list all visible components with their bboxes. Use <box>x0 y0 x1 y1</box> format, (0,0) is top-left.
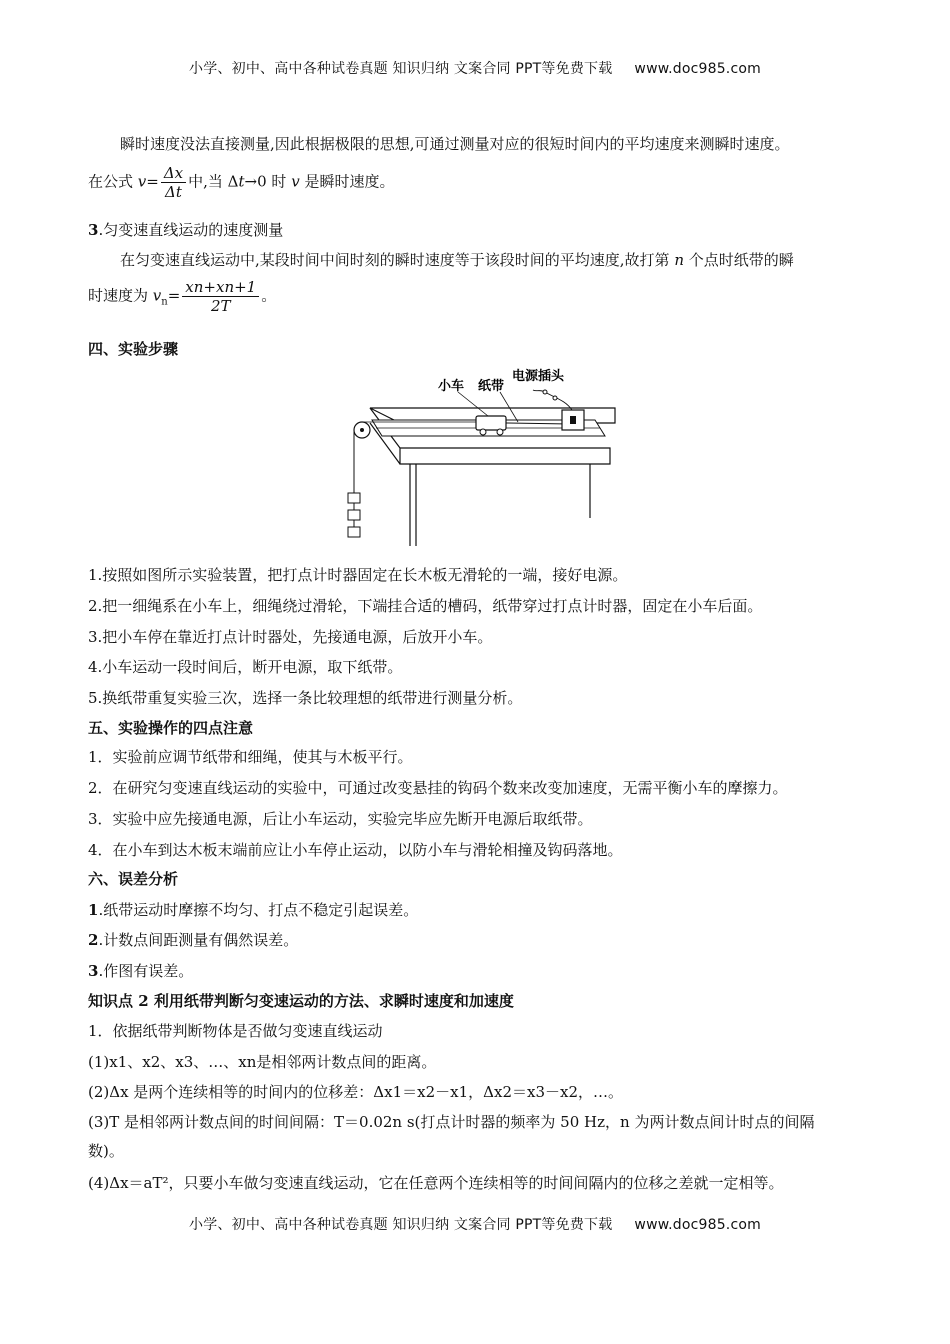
section-3-title <box>88 219 283 240</box>
frac-den: Δt <box>165 183 182 201</box>
sec3-num: 3 <box>88 221 99 239</box>
step-3: 3.把小车停在靠近打点计时器处，先接通电源，后放开小车。 <box>88 628 493 646</box>
frac2-num: xn+xn+1 <box>182 278 259 297</box>
heading-errors: 六、误差分析 <box>88 870 179 888</box>
p2-t: t <box>238 172 245 191</box>
label-plug: 电源插头 <box>512 369 565 384</box>
note-2: 2．在研究匀变速直线运动的实验中，可通过改变悬挂的钩码个数来改变加速度，无需平衡小车的摩擦力。 <box>88 779 788 797</box>
sec3-text: .匀变速直线运动的速度测量 <box>98 221 284 239</box>
page-footer <box>0 1214 950 1234</box>
paragraph-3 <box>120 249 794 270</box>
error-text: .纸带运动时摩擦不均匀、打点不稳定引起误差。 <box>98 901 419 919</box>
p2-post1: 中,当 Δ <box>188 172 239 191</box>
kp2-sub-1: (1)x1、x2、x3、…、xn是相邻两计数点间的距离。 <box>88 1053 437 1071</box>
step-5: 5.换纸带重复实验三次，选择一条比较理想的纸带进行测量分析。 <box>88 689 523 707</box>
p2-v: v <box>137 172 147 191</box>
header-site: www.doc985.com <box>634 61 761 77</box>
frac2-den: 2T <box>210 297 231 315</box>
fraction-velocity <box>182 278 259 315</box>
note-1: 1．实验前应调节纸带和细绳，使其与木板平行。 <box>88 748 413 766</box>
header-text: 小学、初中、高中各种试卷真题 知识归纳 文案合同 PPT等免费下载 <box>189 61 613 77</box>
p2-v2: v <box>291 172 300 191</box>
paragraph-1: 瞬时速度没法直接测量,因此根据极限的思想,可通过测量对应的很短时间内的平均速度来测瞬时速度。 <box>120 135 790 153</box>
footer-text: 小学、初中、高中各种试卷真题 知识归纳 文案合同 PPT等免费下载 <box>189 1217 613 1233</box>
error-text: .作图有误差。 <box>98 962 194 980</box>
page-header <box>0 58 950 78</box>
p4-pre: 时速度为 <box>88 286 153 305</box>
p2-eq: = <box>146 172 159 191</box>
cart <box>476 416 506 430</box>
error-num: 1 <box>88 901 99 919</box>
heading-notes: 五、实验操作的四点注意 <box>88 719 254 737</box>
p3-n: n <box>674 251 684 269</box>
note-3: 3．实验中应先接通电源，后让小车运动，实验完毕应先断开电源后取纸带。 <box>88 810 593 828</box>
experiment-apparatus-figure <box>340 368 620 548</box>
label-tape: 纸带 <box>478 379 505 394</box>
error-2 <box>88 929 298 950</box>
paragraph-4 <box>88 278 276 315</box>
p2-pre: 在公式 <box>88 172 138 191</box>
frac-num: Δx <box>161 164 186 183</box>
kp2-item-1: 1．依据纸带判断物体是否做匀变速直线运动 <box>88 1022 383 1040</box>
p4-v: v <box>152 286 162 305</box>
knowledge-point-2-title: 知识点 2 利用纸带判断匀变速运动的方法、求瞬时速度和加速度 <box>88 992 514 1010</box>
error-num: 3 <box>88 962 99 980</box>
error-1 <box>88 899 418 920</box>
kp2-sub-4: (4)Δx＝aT²，只要小车做匀变速直线运动，它在任意两个连续相等的时间间隔内的位移之差就一定相等。 <box>88 1174 784 1192</box>
fraction-dx-dt <box>161 164 186 201</box>
step-4: 4.小车运动一段时间后，断开电源，取下纸带。 <box>88 658 403 676</box>
p2-post3: 是瞬时速度。 <box>299 172 395 191</box>
step-1: 1.按照如图所示实验装置，把打点计时器固定在长木板无滑轮的一端，接好电源。 <box>88 566 628 584</box>
note-4: 4．在小车到达木板末端前应让小车停止运动，以防小车与滑轮相撞及钩码落地。 <box>88 841 623 859</box>
kp2-sub-2: (2)Δx 是两个连续相等的时间内的位移差：Δx1＝x2－x1，Δx2＝x3－x2，…。 <box>88 1083 623 1101</box>
kp2-sub-3b: 数)。 <box>88 1142 124 1160</box>
p2-post2: →0 时 <box>244 172 292 191</box>
paragraph-2 <box>88 164 394 201</box>
p3-pre: 在匀变速直线运动中,某段时间中间时刻的瞬时速度等于该段时间的平均速度,故打第 <box>120 251 675 269</box>
error-text: .计数点间距测量有偶然误差。 <box>98 931 299 949</box>
p4-eq: = <box>167 286 181 305</box>
error-3 <box>88 960 193 981</box>
footer-site: www.doc985.com <box>634 1217 761 1233</box>
heading-steps: 四、实验步骤 <box>88 340 179 358</box>
label-car: 小车 <box>438 379 465 394</box>
p4-sub: n <box>161 296 168 308</box>
step-2: 2.把一细绳系在小车上，细绳绕过滑轮，下端挂合适的槽码，纸带穿过打点计时器，固定在小车后面。 <box>88 597 763 615</box>
p3-post: 个点时纸带的瞬 <box>683 251 794 269</box>
error-num: 2 <box>88 931 99 949</box>
p4-post: 。 <box>261 286 277 305</box>
kp2-sub-3a: (3)T 是相邻两计数点间的时间间隔：T＝0.02n s(打点计时器的频率为 50 Hz，n 为两计数点间计时点的间隔 <box>88 1113 815 1131</box>
